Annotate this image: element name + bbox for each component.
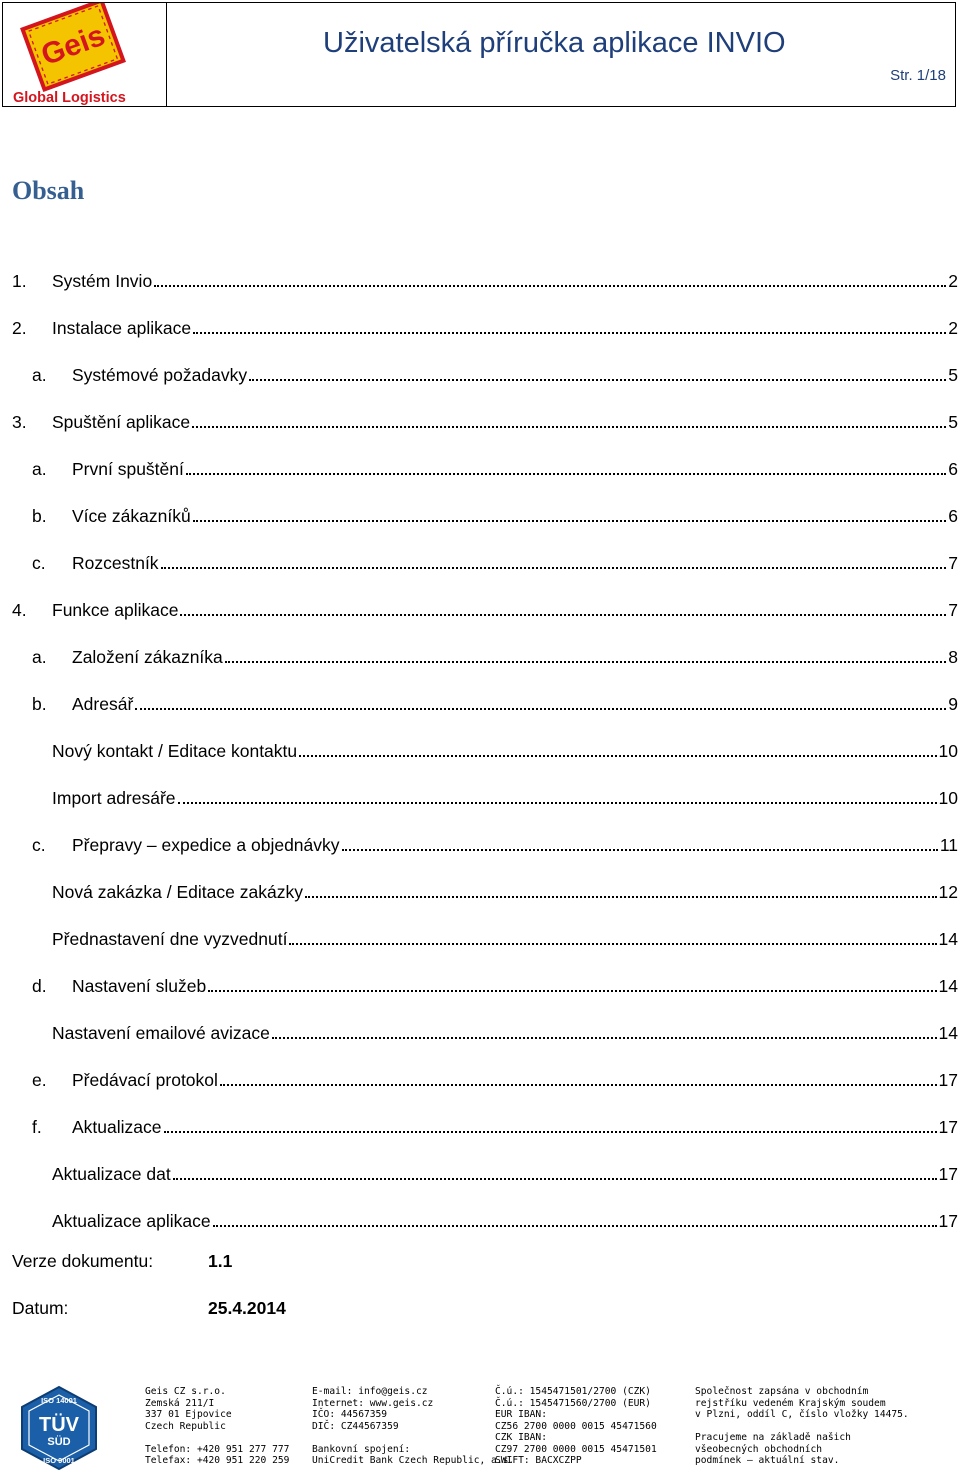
date-label: Datum:	[12, 1298, 69, 1318]
toc-entry[interactable]	[0, 348, 958, 386]
toc-entry-title: První spuštění	[72, 459, 184, 479]
toc-dot-leader	[161, 566, 947, 569]
footer-contacts	[312, 1386, 514, 1467]
toc-entry-page: 17	[938, 1117, 958, 1137]
toc-entry-title: Instalace aplikace	[52, 318, 192, 338]
toc-dot-leader	[208, 989, 936, 992]
toc-entry-page: 14	[938, 929, 958, 949]
footer-line: Pracujeme na základě našich	[695, 1432, 851, 1443]
toc-entry-page: 5	[948, 365, 958, 385]
toc-dot-leader	[342, 848, 938, 851]
toc-dot-leader	[173, 1177, 937, 1180]
version-value: 1.1	[208, 1251, 233, 1271]
toc-dot-leader	[299, 754, 936, 757]
toc-entry-page: 17	[938, 1070, 958, 1090]
toc-entry-title: Adresář	[72, 694, 134, 714]
footer-line: Telefon: +420 951 277 777	[145, 1443, 290, 1455]
geis-logo-icon	[3, 3, 165, 103]
footer-line: všeobecných obchodních	[695, 1443, 823, 1455]
toc-entry-title: Aktualizace	[72, 1117, 162, 1137]
toc-entry[interactable]	[0, 1147, 958, 1185]
badge-main-text: TÜV	[39, 1414, 79, 1436]
toc-entry-page: 8	[948, 647, 958, 667]
version-label: Verze dokumentu:	[12, 1251, 154, 1271]
toc-entry-title: Rozcestník	[72, 553, 159, 573]
badge-sub-text: SÜD	[47, 1436, 71, 1448]
toc-entry-number: a.	[32, 365, 47, 385]
footer-line: Telefax: +420 951 220 259	[145, 1455, 290, 1466]
footer-registration	[695, 1386, 909, 1467]
tuv-certification-badge	[14, 1385, 104, 1476]
toc-entry[interactable]	[0, 301, 958, 339]
footer-line: DIČ: CZ44567359	[312, 1420, 399, 1432]
footer-line: v Plzni, oddíl C, číslo vložky 14475.	[695, 1409, 909, 1420]
toc-entry-title: Nový kontakt / Editace kontaktu	[52, 741, 298, 761]
toc-entry-page: 7	[948, 553, 958, 573]
toc-entry-number: c.	[32, 835, 46, 855]
version-row	[12, 1251, 232, 1272]
toc-entry-page: 17	[938, 1211, 958, 1231]
footer-line: Geis CZ s.r.o.	[145, 1386, 226, 1397]
footer-line: Internet: www.geis.cz	[312, 1397, 434, 1409]
toc-dot-leader	[225, 660, 946, 663]
toc-entry[interactable]	[0, 536, 958, 574]
footer-line: CZ56 2700 0000 0015 45471560	[495, 1420, 657, 1432]
toc-entry[interactable]	[0, 959, 958, 997]
toc-entry-page: 11	[939, 835, 958, 855]
toc-entry[interactable]	[0, 442, 958, 480]
footer-line: Zemská 211/I	[145, 1397, 215, 1409]
toc-entry-title: Předávací protokol	[72, 1070, 218, 1090]
toc-entry-page: 6	[948, 506, 958, 526]
footer-line: EUR IBAN:	[495, 1409, 547, 1420]
toc-entry[interactable]	[0, 865, 958, 903]
toc-entry-number: 1.	[12, 271, 27, 291]
toc-entry-page: 10	[938, 741, 958, 761]
toc-entry[interactable]	[0, 1006, 958, 1044]
logo-text: Global Logistics	[13, 90, 126, 106]
toc-entry-number: b.	[32, 694, 47, 714]
toc-entry-title: Více zákazníků	[72, 506, 191, 526]
toc-entry-number: c.	[32, 553, 46, 573]
footer-bank-accounts	[495, 1386, 657, 1467]
date-value: 25.4.2014	[208, 1298, 286, 1318]
toc-dot-leader	[164, 1130, 937, 1133]
toc-entry-title: Přepravy – expedice a objednávky	[72, 835, 340, 855]
toc-entry[interactable]	[0, 1194, 958, 1232]
toc-dot-leader	[180, 613, 946, 616]
toc-entry[interactable]	[0, 395, 958, 433]
toc-entry-title: Spuštění aplikace	[52, 412, 191, 432]
page-header	[2, 2, 956, 107]
footer-line: 337 01 Ejpovice	[145, 1409, 232, 1420]
toc-dot-leader	[186, 472, 946, 475]
toc-entry-page: 5	[948, 412, 958, 432]
toc-entry-number: 4.	[12, 600, 27, 620]
toc-entry-number: d.	[32, 976, 47, 996]
toc-entry[interactable]	[0, 489, 958, 527]
toc-entry-title: Funkce aplikace	[52, 600, 179, 620]
toc-dot-leader	[213, 1224, 937, 1227]
toc-dot-leader	[193, 331, 946, 334]
logo-word: Geis	[36, 18, 110, 73]
toc-entry-number: e.	[32, 1070, 47, 1090]
footer-line: Č.ú.: 1545471501/2700 (CZK)	[495, 1386, 651, 1397]
footer-line: CZK IBAN:	[495, 1432, 547, 1443]
toc-entry-title: Systémové požadavky	[72, 365, 248, 385]
toc-entry-title: Založení zákazníka	[72, 647, 223, 667]
toc-entry-page: 7	[948, 600, 958, 620]
toc-entry[interactable]	[0, 724, 958, 762]
toc-entry-page: 6	[948, 459, 958, 479]
toc-entry-title: Aktualizace aplikace	[52, 1211, 211, 1231]
footer-line: IČO: 44567359	[312, 1409, 388, 1420]
toc-dot-leader	[135, 707, 946, 710]
toc-entry-number: b.	[32, 506, 47, 526]
footer-line: rejstříku vedeném Krajským soudem	[695, 1397, 886, 1409]
toc-entry[interactable]	[0, 1100, 958, 1138]
toc-entry-page: 12	[938, 882, 958, 902]
toc-entry-page: 14	[938, 976, 958, 996]
footer-line	[695, 1421, 909, 1433]
toc-entry[interactable]	[0, 677, 958, 715]
toc-entry-number: 3.	[12, 412, 27, 432]
footer-line: Č.ú.: 1545471560/2700 (EUR)	[495, 1397, 651, 1409]
toc-entry[interactable]	[0, 630, 958, 668]
toc-entry[interactable]	[0, 254, 958, 292]
toc-entry[interactable]	[0, 771, 958, 809]
toc-entry[interactable]	[0, 912, 958, 950]
toc-entry-title: Nová zakázka / Editace zakázky	[52, 882, 303, 902]
footer-line: CZ97 2700 0000 0015 45471501	[495, 1443, 657, 1455]
toc-entry-title: Nastavení služeb	[72, 976, 207, 996]
toc-entry-title: Přednastavení dne vyzvednutí	[52, 929, 288, 949]
footer-line	[312, 1432, 514, 1444]
tuv-badge-icon	[14, 1385, 104, 1471]
badge-top-text: ISO 14001	[41, 1396, 77, 1405]
toc-dot-leader	[272, 1036, 937, 1039]
footer-company-address	[145, 1386, 289, 1467]
toc-heading: Obsah	[12, 176, 85, 205]
toc-entry-page: 9	[948, 694, 958, 714]
toc-dot-leader	[249, 378, 946, 381]
date-row	[12, 1298, 286, 1319]
footer-line: E-mail: info@geis.cz	[312, 1386, 428, 1397]
toc-dot-leader	[192, 425, 946, 428]
page-number: Str. 1/18	[890, 67, 946, 84]
toc-entry-title: Systém Invio	[52, 271, 153, 291]
toc-entry-title: Aktualizace dat	[52, 1164, 171, 1184]
toc-dot-leader	[220, 1083, 937, 1086]
toc-dot-leader	[289, 942, 936, 945]
document-title: Uživatelská příručka aplikace INVIO	[323, 27, 786, 59]
toc-entry-number: f.	[32, 1117, 42, 1137]
toc-entry[interactable]	[0, 818, 958, 856]
footer-line: Czech Republic	[145, 1420, 226, 1432]
toc-dot-leader	[305, 895, 937, 898]
toc-dot-leader	[178, 801, 937, 804]
badge-bottom-text: ISO 9001	[43, 1456, 75, 1465]
logo	[3, 3, 167, 106]
toc-entry-title: Nastavení emailové avizace	[52, 1023, 270, 1043]
toc-entry-page: 14	[938, 1023, 958, 1043]
toc-dot-leader	[154, 284, 946, 287]
toc-entry-number: a.	[32, 647, 47, 667]
toc-entry-number: a.	[32, 459, 47, 479]
toc-dot-leader	[193, 519, 947, 522]
toc-entry-page: 2	[948, 318, 958, 338]
footer-line: Bankovní spojení:	[312, 1443, 411, 1455]
toc-entry[interactable]	[0, 1053, 958, 1091]
footer-line	[145, 1432, 289, 1444]
toc-entry-title: Import adresáře	[52, 788, 176, 808]
toc-entry[interactable]	[0, 583, 958, 621]
toc-entry-page: 10	[938, 788, 958, 808]
footer-line: UniCredit Bank Czech Republic, a.s.	[312, 1455, 515, 1466]
footer-line: SWIFT: BACXCZPP	[495, 1455, 582, 1466]
footer-line: Společnost zapsána v obchodním	[695, 1386, 869, 1397]
footer-line: podmínek – aktuální stav.	[695, 1455, 840, 1466]
toc-entry-page: 2	[948, 271, 958, 291]
toc-entry-page: 17	[938, 1164, 958, 1184]
toc-entry-number: 2.	[12, 318, 27, 338]
